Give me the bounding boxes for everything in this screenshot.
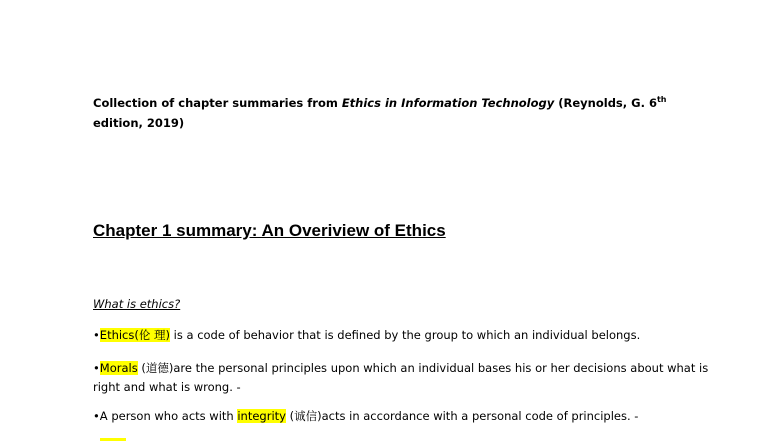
highlighted-term-morals: Morals — [99, 361, 138, 375]
section-heading: What is ethics? — [93, 297, 181, 311]
bullet: • — [93, 328, 100, 342]
bullet: • — [93, 361, 100, 375]
highlighted-term-integrity: integrity — [237, 409, 286, 423]
bullet: • — [93, 409, 100, 423]
intro-superscript: th — [656, 95, 667, 104]
collection-intro — [93, 93, 693, 133]
intro-text-after: (Reynolds, G. 6 — [554, 96, 657, 110]
intro-text-end: edition, 2019) — [93, 116, 185, 130]
paragraph-integrity — [93, 407, 713, 426]
paragraph-text: is a code of behavior that is defined by the group to which an individual belongs. — [170, 328, 641, 342]
paragraph-ethics — [93, 326, 713, 345]
intro-text-before: Collection of chapter summaries from — [93, 96, 342, 110]
chapter-title: Chapter 1 summary: An Overiview of Ethics — [93, 221, 446, 240]
paragraph-text: (道德)are the personal principles upon which an individual bases his or her decisions about what is right and what is wrong. - — [93, 361, 709, 394]
intro-book-title: Ethics in Information Technology — [341, 96, 555, 110]
paragraph-morals — [93, 359, 713, 397]
highlighted-term-ethics: Ethics(伦 理) — [99, 328, 170, 342]
paragraph-text: (诚信)acts in accordance with a personal code of principles. - — [285, 409, 639, 423]
paragraph-text-pre: A person who acts with — [99, 409, 238, 423]
